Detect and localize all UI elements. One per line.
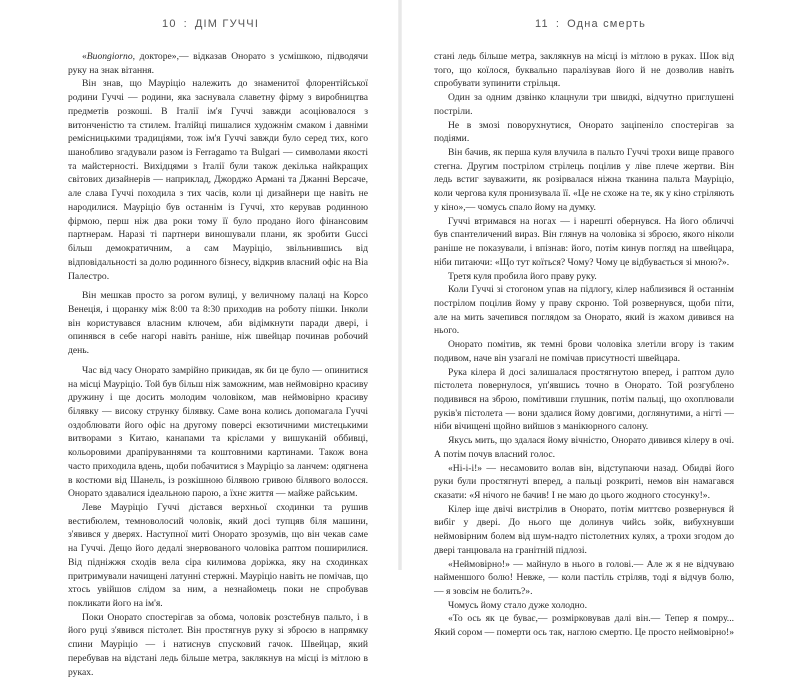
left-separator: : bbox=[183, 18, 188, 30]
paragraph: Чомусь йому стало дуже холодно. bbox=[448, 599, 587, 611]
paragraph: Онорато помітив, як темні брови чоловіка злетіли вгору із таким подивом, наче він узагалі не помічав присутності швейцара. bbox=[434, 339, 734, 364]
right-page bbox=[400, 0, 800, 639]
paragraph: Третя куля пробила його праву руку. bbox=[448, 270, 597, 282]
paragraph: Кілер іще двічі вистрілив в Онорато, потім миттєво розвернувся й вибіг у двері. До нього ще долинув чийсь зойк, вибухнувши неймовірним болем від шум-надто пістолетних кулях, а трохи згодом до двері танцювала на гранітній підлозі. bbox=[434, 503, 734, 556]
paragraph: Він мешкав просто за рогом вулиці, у величному палаці на Корсо Венеція, і щоранку між 8:00 та 8:30 приходив на роботу пішки. Інколи він користувався власним ключем, аби відімкнути паради двері, і опинявся в себе нагорі навіть раніше, ніж швейцар починав робочий день. bbox=[68, 290, 368, 357]
paragraph: Він знав, що Мауріціо належить до знаменитої флорентійської родини Гуччі — родини, яка заснувала славетну фірму з виробництва предметів розкоші. В Італії ім'я Гуччі завжди асоціювалося з витонченістю та стилем. Італійці пишалися художнім смаком і давніми ремісницькими традиціями, тож ім'я Гуччі завжди було серед тих, кого шанобливо згадували разом із Ferragamo та Bulgari — символами якості та майстерності. Вихідцями з Італії були також декілька найкращих світових дизайнерів — наприклад, Джорджо Армані та Джанні Версаче, але слава Гуччі походила з тих часів, коли ці дизайнери ще навіть не народилися. Мауріціо був останнім із Гуччі, хто керував родинною фірмою, перш ніж два роки тому її було продано його фінансовим партнерам. Наразі ті партнери виношували плани, як зробити Gucci більш демократичним, а сам Мауріціо, звільнившись від відповідальності за долю родинного бізнесу, відкрив власний офіс на Віа Палестро. bbox=[68, 78, 368, 282]
paragraph: Гуччі втримався на ногах — і нарешті обернувся. На його обличчі був спантеличений вираз. Він глянув на чоловіка зі зброєю, якого ніколи раніше не показували, і впізнав: його, потім кинув погляд на швейцара, ніби питаючи: «Що тут коїться? Чому? Чому це відбувається зі мною?». bbox=[434, 215, 734, 268]
paragraph: Рука кілера й досі залишалася простягнутою вперед, і раптом дуло пістолета повернулося, уп'явшись точно в Онорато. Той розгублено подивився на зброю, помітивши глушник, потім пальці, що охоплювали руків'я пістолета — вони здалися йому довгими, доглянутими, а нігті — ніби вічищені щойно вийшов з манікюрного салону. bbox=[434, 366, 734, 433]
paragraph: Якусь мить, що здалася йому вічністю, Онорато дивився кілеру в очі. А потім почув власний голос. bbox=[434, 435, 734, 460]
left-page-text bbox=[68, 50, 368, 679]
paragraph: Леве Мауріціо Гуччі дістався верхньої сходинки та рушив вестибюлем, темноволосий чоловік, який досі тупцяв біля машини, з'явився у дверях. Наступної миті Онорато зрозумів, що він чекав саме на Гуччі. Дещо його дедалі знервованого чоловіка раптом поширилися. Від підніжжя сходів вела сіра килимова доріжка, яку на сходинках притримували начищені латунні стержні. Мауріціо навіть не помічав, що хтось увійшов слідом за ним, а незнайомець поки не спробував покликати його на ім'я. bbox=[68, 502, 368, 610]
paragraph: Не в змозі поворухнутися, Онорато заціпеніло спостерігав за подіями. bbox=[434, 119, 734, 145]
left-page-number: 10 bbox=[162, 18, 177, 30]
paragraph: «Buongiorno, докторе»,— відказав Онорато з усмішкою, підводячи руку на знак вітання. bbox=[68, 51, 368, 76]
left-running-title: ДІМ ГУЧЧІ bbox=[194, 18, 260, 30]
right-running-head bbox=[535, 18, 646, 30]
paragraph: «Неймовірно!» — майнуло в нього в голові.— Але ж я не відчуваю найменшого болю! Невже, — коли пастіль стріляв, тоді я відчув болю, — я зовсім не болить?». bbox=[434, 558, 734, 598]
right-page-text bbox=[434, 50, 734, 640]
paragraph: «То ось як це буває,— розмірковував далі він.— Тепер я помру... Який сором — померти ось так, наглою смертю. Це просто неймовірно!» bbox=[434, 613, 735, 639]
paragraph: Поки Онорато спостерігав за обома, чоловік розстебнув пальто, і в його руці з'явився пістолет. Він простягнув руку зі зброєю в напрямку спини Мауріціо — і натиснув спусковий гачок. Швейцар, який перебував на відстані ледь більше метра, заклякнув на місці із мітлою в руках. bbox=[68, 611, 368, 678]
paragraph: Один за одним дзвінко клацнули три швидкі, відчутно приглушені постріли. bbox=[434, 92, 734, 117]
paragraph: Коли Гуччі зі стогоном упав на підлогу, кілер наблизився й останнім пострілом поцілив йому у праву скроню. Той розвернувся, щоби піти, але на мить зачепився поглядом за Онорато, який із жахом дивився на нього. bbox=[434, 284, 734, 337]
paragraph-text: , докторе»,— відказав Онорато з усмішкою, підводячи руку на знак вітання. bbox=[68, 51, 368, 76]
right-page-number: 11 bbox=[535, 18, 549, 30]
paragraph: Час від часу Онорато замрійно прикидав, як би це було — опинитися на місці Мауріціо. Той був більш ніж заможним, мав неймовірно красиву дружину і ще досить молодим чоловіком, мав неймовірно красиву білявку — високу струнку білявку. Саме вона колись допомагала Гуччі оздоблювати його офіс на другому поверсі екзотичними мистецькими витворами з Китаю, канапами та кріслами у вишуканій оббивці, кольоровими драпіруваннями та коштовними картинами. Також вона часто приходила вдень, щоби побачитися з Мауріціо за ланчем: одягнена в костюми від Шанель, із розкішною білявою гривою білявого волосся. Онорато здавалися ідеальною парою, а їхнє життя — майже райським. bbox=[68, 364, 368, 500]
left-running-head bbox=[162, 18, 259, 30]
right-separator: : bbox=[555, 18, 561, 30]
italic-phrase: Buongiorno bbox=[86, 51, 133, 62]
left-page bbox=[0, 0, 400, 678]
paragraph: стані ледь більше метра, заклякнув на місці із мітлою в руках. Шок від того, що коїлося, буквально паралізував його й не дозволив навіть спробувати зупинити стрільця. bbox=[434, 51, 734, 90]
right-running-title: Одна смерть bbox=[567, 18, 647, 30]
paragraph: Він бачив, як перша куля влучила в пальто Гуччі трохи вище правого стегна. Другим пострілом стрілець поцілив у ліве плече жертви. Він ледь встиг зауважити, як розірвалася ніжна тканина пальта Мауріціо, коли чергова куля пронизувала її. «Це не схоже на те, як у кіно стріляють у кіно»,— чомусь спало йому на думку. bbox=[434, 147, 734, 213]
paragraph: «Ні-і-і!» — несамовито волав він, відступаючи назад. Обидві його руки були простягнуті вперед, а пальці розкриті, немов він намагався сказати: «Я нічого не бачив! І не маю до цього жодного стосунку!». bbox=[434, 462, 734, 501]
